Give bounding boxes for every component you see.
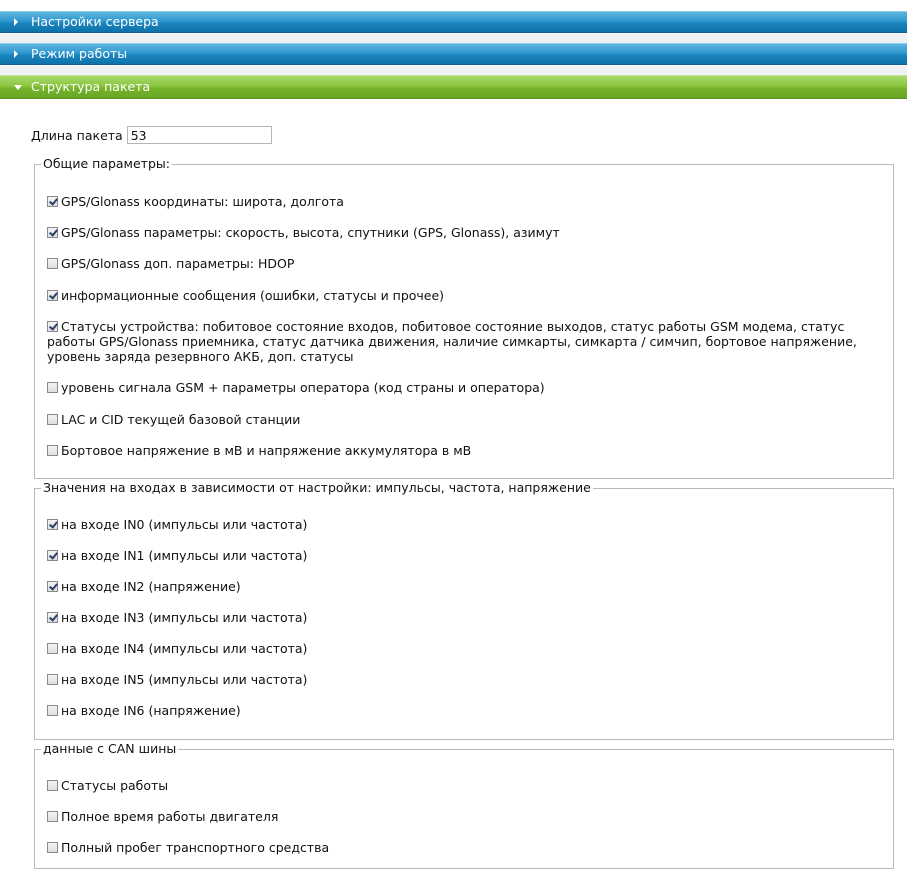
input-option[interactable] bbox=[47, 703, 885, 718]
checkbox[interactable] bbox=[47, 414, 58, 425]
accordion-server-settings-label: Настройки сервера bbox=[31, 14, 159, 29]
checkbox[interactable] bbox=[47, 612, 58, 623]
checkbox[interactable] bbox=[47, 581, 58, 592]
accordion-packet-structure[interactable] bbox=[0, 75, 907, 99]
checkbox[interactable] bbox=[47, 519, 58, 530]
option-label: GPS/Glonass доп. параметры: HDOP bbox=[61, 256, 295, 271]
checkbox[interactable] bbox=[47, 445, 58, 456]
general-option[interactable] bbox=[47, 194, 885, 209]
checkbox[interactable] bbox=[47, 196, 58, 207]
can-group bbox=[34, 741, 894, 869]
divider bbox=[0, 66, 907, 75]
option-label: на входе IN3 (импульсы или частота) bbox=[61, 610, 308, 625]
checkbox[interactable] bbox=[47, 674, 58, 685]
option-label: на входе IN0 (импульсы или частота) bbox=[61, 517, 308, 532]
option-label: Статусы устройства: побитовое состояние входов, побитовое состояние выходов, статус работы GSM модема, статус работы GPS/Glonass приемника, статус датчика движения, наличие симкарты, симкарта / симчип, бортовое напряжение, уровень заряда резервного АКБ, доп. статусы bbox=[47, 319, 857, 364]
checkbox[interactable] bbox=[47, 321, 58, 332]
checkbox[interactable] bbox=[47, 780, 58, 791]
general-option[interactable] bbox=[47, 288, 885, 303]
general-params-legend: Общие параметры: bbox=[43, 156, 170, 171]
can-legend: данные с CAN шины bbox=[43, 741, 177, 756]
can-option[interactable] bbox=[47, 840, 885, 855]
chevron-right-icon bbox=[14, 12, 18, 32]
input-option[interactable] bbox=[47, 517, 885, 532]
general-option[interactable] bbox=[47, 412, 885, 427]
general-option[interactable] bbox=[47, 443, 885, 458]
option-label: Статусы работы bbox=[61, 778, 169, 793]
packet-length-row bbox=[31, 125, 272, 145]
general-option[interactable] bbox=[47, 256, 885, 271]
input-option[interactable] bbox=[47, 672, 885, 687]
option-label: LAC и CID текущей базовой станции bbox=[61, 412, 301, 427]
accordion-server-settings[interactable] bbox=[0, 11, 907, 33]
option-label: GPS/Glonass параметры: скорость, высота, спутники (GPS, Glonass), азимут bbox=[61, 225, 560, 240]
checkbox[interactable] bbox=[47, 290, 58, 301]
general-option[interactable] bbox=[47, 225, 885, 240]
packet-length-input[interactable] bbox=[127, 126, 272, 144]
general-option[interactable] bbox=[47, 319, 885, 364]
accordion-packet-structure-label: Структура пакета bbox=[31, 79, 151, 94]
option-label: на входе IN1 (импульсы или частота) bbox=[61, 548, 308, 563]
accordion-work-mode[interactable] bbox=[0, 43, 907, 65]
option-label: на входе IN4 (импульсы или частота) bbox=[61, 641, 308, 656]
checkbox[interactable] bbox=[47, 811, 58, 822]
can-option[interactable] bbox=[47, 778, 885, 793]
option-label: информационные сообщения (ошибки, статусы и прочее) bbox=[61, 288, 445, 303]
checkbox[interactable] bbox=[47, 258, 58, 269]
inputs-group bbox=[34, 480, 894, 740]
can-option[interactable] bbox=[47, 809, 885, 824]
option-label: Полный пробег транспортного средства bbox=[61, 840, 330, 855]
packet-length-label: Длина пакета bbox=[31, 127, 123, 143]
option-label: GPS/Glonass координаты: широта, долгота bbox=[61, 194, 344, 209]
chevron-right-icon bbox=[14, 44, 18, 64]
checkbox[interactable] bbox=[47, 643, 58, 654]
input-option[interactable] bbox=[47, 610, 885, 625]
inputs-legend: Значения на входах в зависимости от настройки: импульсы, частота, напряжение bbox=[43, 480, 591, 495]
option-label: Полное время работы двигателя bbox=[61, 809, 279, 824]
checkbox[interactable] bbox=[47, 227, 58, 238]
chevron-down-icon bbox=[14, 76, 22, 98]
checkbox[interactable] bbox=[47, 382, 58, 393]
input-option[interactable] bbox=[47, 548, 885, 563]
general-params-group bbox=[34, 156, 894, 479]
option-label: на входе IN5 (импульсы или частота) bbox=[61, 672, 308, 687]
accordion-work-mode-label: Режим работы bbox=[31, 46, 128, 61]
option-label: на входе IN6 (напряжение) bbox=[61, 703, 241, 718]
checkbox[interactable] bbox=[47, 842, 58, 853]
general-option[interactable] bbox=[47, 380, 885, 395]
option-label: на входе IN2 (напряжение) bbox=[61, 579, 241, 594]
divider bbox=[0, 34, 907, 43]
input-option[interactable] bbox=[47, 579, 885, 594]
option-label: уровень сигнала GSM + параметры оператора (код страны и оператора) bbox=[61, 380, 545, 395]
input-option[interactable] bbox=[47, 641, 885, 656]
checkbox[interactable] bbox=[47, 550, 58, 561]
checkbox[interactable] bbox=[47, 705, 58, 716]
option-label: Бортовое напряжение в мВ и напряжение аккумулятора в мВ bbox=[61, 443, 472, 458]
